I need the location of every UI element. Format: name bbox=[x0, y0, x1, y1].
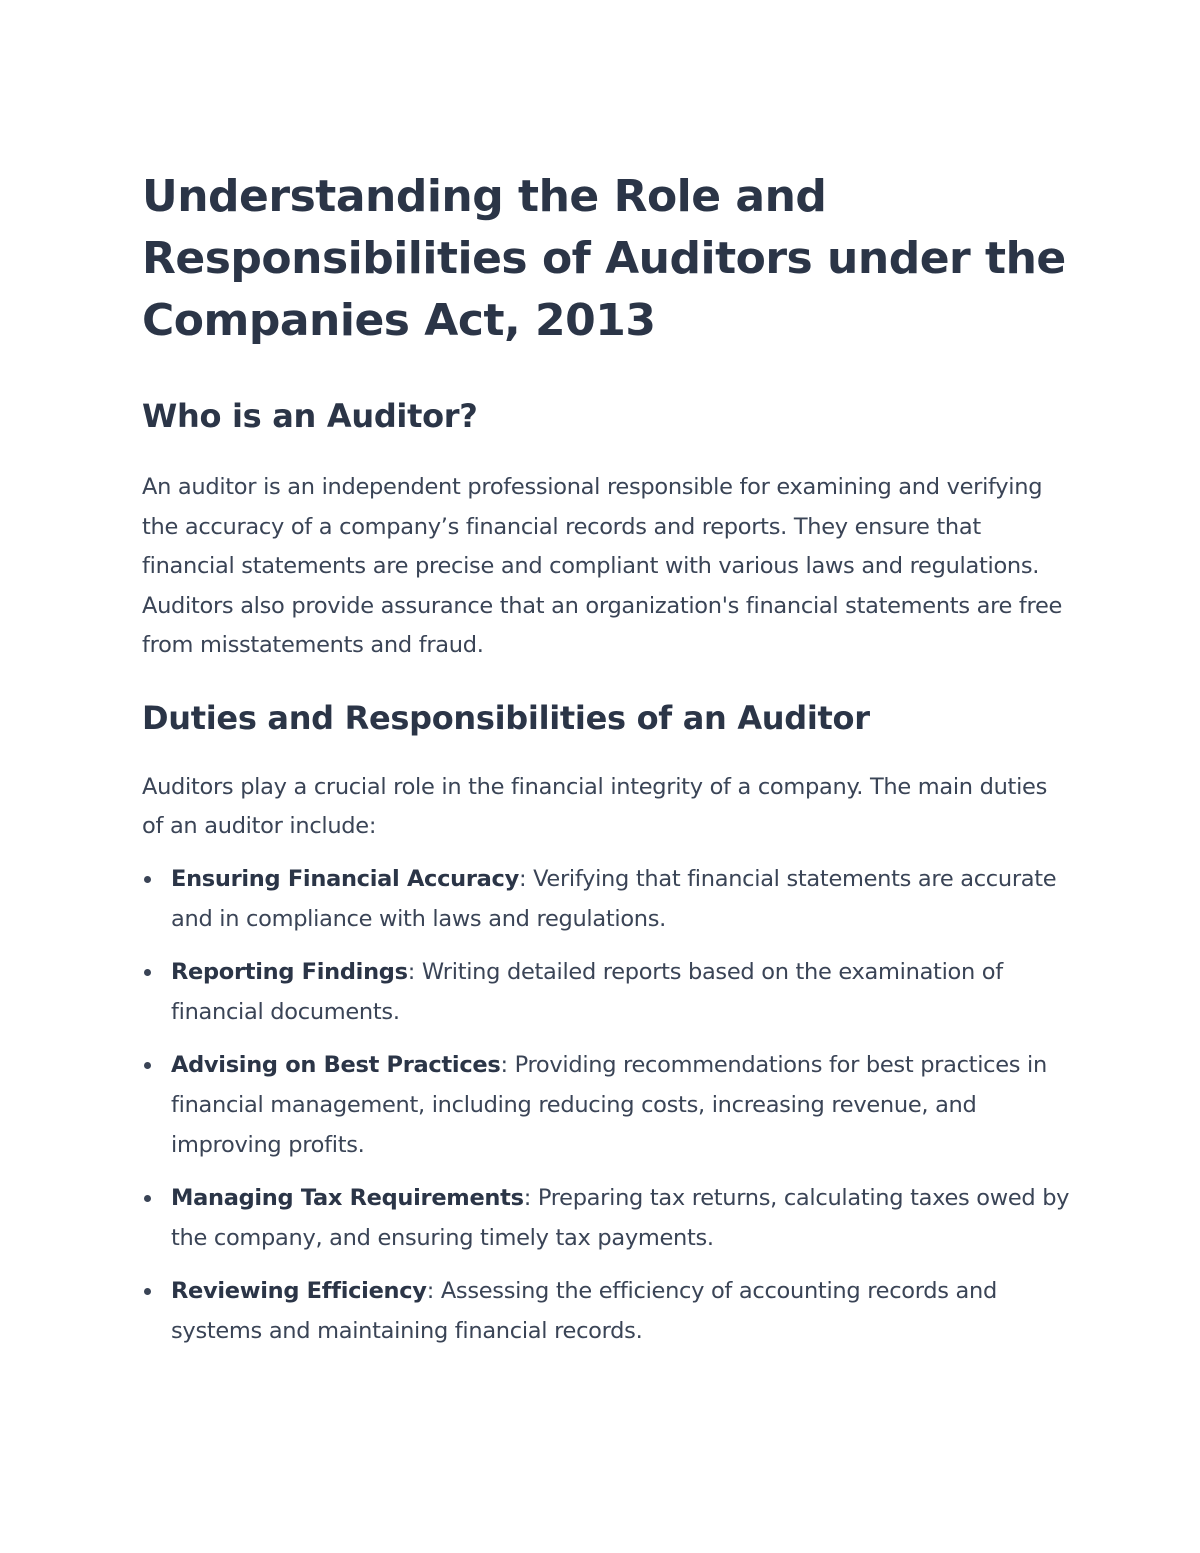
list-item bbox=[142, 1271, 1072, 1351]
list-item bbox=[142, 952, 1072, 1032]
section-heading-who-is-auditor: Who is an Auditor? bbox=[142, 397, 478, 435]
list-item bbox=[142, 1178, 1072, 1258]
page-title: Understanding the Role and Responsibilities of Auditors under the Companies Act, 2013 bbox=[142, 171, 1066, 346]
bullet-icon bbox=[144, 1062, 151, 1069]
section-paragraph-who-is-auditor: An auditor is an independent professional responsible for examining and verifying the accuracy of a company’s financial records and reports. They ensure that financial statements are precise and compliant with various laws and regulations. Auditors also provide assurance that an organization's financial statements are free from misstatements and fraud. bbox=[142, 474, 1063, 658]
bullet-icon bbox=[144, 1195, 151, 1202]
list-item bbox=[142, 1045, 1072, 1165]
list-item-term: Ensuring Financial Accuracy bbox=[171, 865, 519, 892]
document-page bbox=[142, 166, 1072, 1364]
bullet-icon bbox=[144, 876, 151, 883]
list-item-term: Advising on Best Practices bbox=[171, 1051, 501, 1078]
section-paragraph-duties: Auditors play a crucial role in the financial integrity of a company. The main duties of an auditor include: bbox=[142, 773, 1047, 839]
list-item-text: : Writing detailed reports based on the examination of financial documents. bbox=[171, 958, 1003, 1025]
list-item-term: Reporting Findings bbox=[171, 958, 408, 985]
list-item-text: : Providing recommendations for best practices in financial management, including reducing costs, increasing revenue, and improving profits. bbox=[171, 1051, 1047, 1158]
list-item-text: : Preparing tax returns, calculating taxes owed by the company, and ensuring timely tax payments. bbox=[171, 1184, 1070, 1251]
bullet-icon bbox=[144, 969, 151, 976]
duties-list bbox=[142, 859, 1072, 1351]
list-item-text: : Verifying that financial statements are accurate and in compliance with laws and regulations. bbox=[171, 865, 1057, 932]
list-item-term: Reviewing Efficiency bbox=[171, 1277, 427, 1304]
bullet-icon bbox=[144, 1288, 151, 1295]
section-heading-duties: Duties and Responsibilities of an Auditor bbox=[142, 698, 870, 737]
list-item-text: : Assessing the efficiency of accounting records and systems and maintaining financial records. bbox=[171, 1277, 997, 1344]
list-item-term: Managing Tax Requirements bbox=[171, 1184, 524, 1211]
list-item bbox=[142, 859, 1072, 939]
